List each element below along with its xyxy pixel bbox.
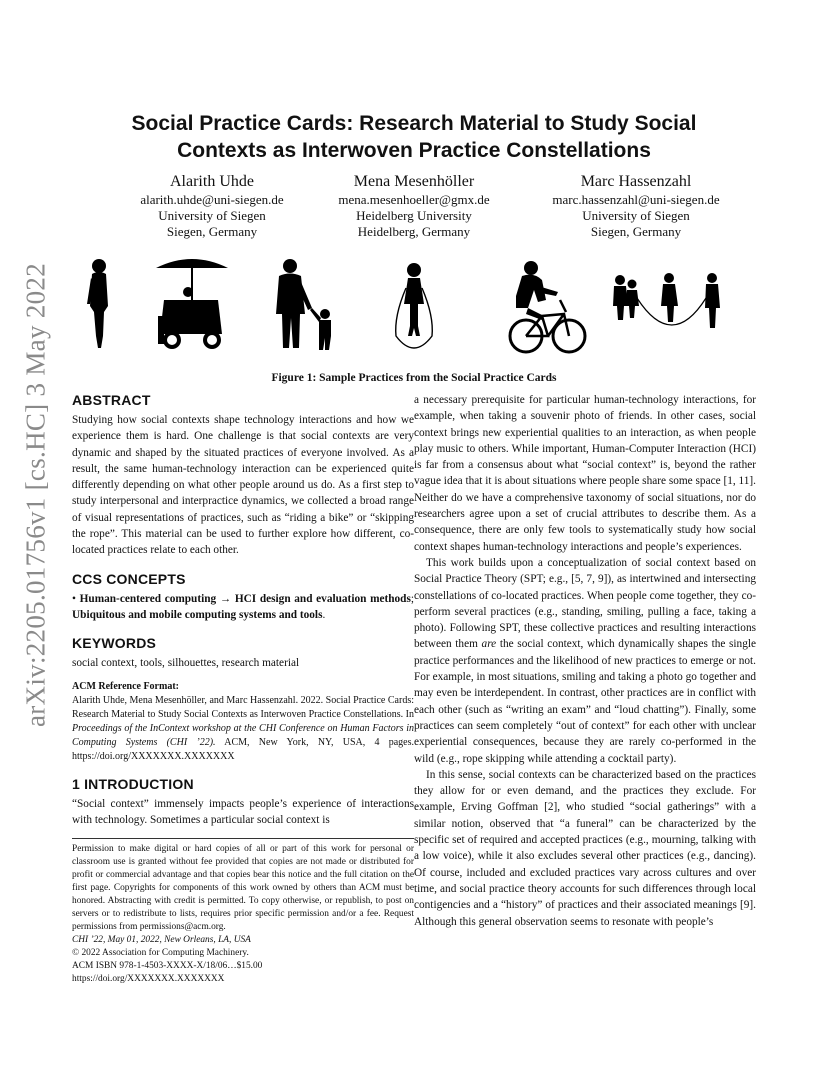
body-paragraph-2: This work builds upon a conceptualization of social context based on Social Practice Theory (SPT; e.g., [5, 7, 9]), as intertwined and intersecting constellations of co-located practices. When people come together, they co-perform several practices (e.g., standing, smiling, pulling a face, taking a photo). Following SPT, these collective practices and resulting interactions between them are the social context, which dynamically shapes the single practice performances and the likelihood of new practices to emerge or not. For example, in most situations, smiling and taking a photo go together and may even be interdependent. In contrast, other practices are in conflict with each other (such as “writing an exam” and “loud chatting”). Finally, some practices can seem completely “out of context” for each other with unclear experiential consequences, because they are rarely co-performed in the wild (e.g., rope skipping while attending a cocktail party). — [414, 556, 757, 765]
body-paragraph-1: a necessary prerequisite for particular human-technology interactions, for example, when taking a souvenir photo of friends. In other cases, social context brings new experiential qualities to an interaction, as when people play music to others. While important, Human-Computer Interaction (HCI) is far from a consensus about what “social context” is, beyond the rather vague idea that it is about situations where people share some space [1, 11]. Neither do we have a comprehensive taxonomy of social situations, nor do researchers agree upon a set of crucial attributes to describe them. As a consequence, there are only few tools to systematically study how social context shapes human-technology interactions and people’s experiences. — [414, 394, 756, 553]
author-email: marc.hassenzahl@uni-siegen.de — [552, 192, 720, 207]
permission-footnote — [72, 838, 414, 986]
abstract-heading: ABSTRACT — [72, 392, 151, 408]
author-3 — [506, 172, 766, 240]
author-name: Alarith Uhde — [170, 173, 254, 190]
ccs-concept-1: Human-centered computing → HCI design and evaluation methods — [79, 592, 411, 605]
author-2 — [284, 172, 544, 240]
author-affiliation: University of Siegen — [158, 208, 266, 223]
title-line-2: Contexts as Interwoven Practice Constellations — [177, 139, 651, 162]
ccs-concept-2: Ubiquitous and mobile computing systems and tools — [72, 608, 323, 621]
author-location: Siegen, Germany — [166, 224, 258, 239]
permission-text: Permission to make digital or hard copies of all or part of this work for personal or classroom use is granted without fee provided that copies are not made or distributed for profit or commercial advantage and that copies bear this notice and the full citation on the first page. Copyrights for components of this work owned by others than ACM must be honored. Abstracting with credit is permitted. To copy otherwise, or republish, to post on servers or to redistribute to lists, requires prior specific permission and/or a fee. Request permissions from permissions@acm.org. — [72, 844, 414, 932]
title-line-1: Social Practice Cards: Research Material to Study Social — [131, 112, 697, 135]
author-name: Mena Mesenhöller — [353, 173, 475, 190]
copyright-line: © 2022 Association for Computing Machinery. — [72, 948, 249, 958]
author-name: Marc Hassenzahl — [580, 173, 692, 190]
author-affiliation: Heidelberg University — [356, 208, 472, 223]
arxiv-stamp: arXiv:2205.01756v1 [cs.HC] 3 May 2022 — [20, 262, 51, 728]
author-affiliation: University of Siegen — [582, 208, 690, 223]
abstract-text: Studying how social contexts shape technology interactions and how we experience them is hard. One challenge is that social contexts are very dynamic and shaped by the situated practices of everyone involved. As a result, the same human-technology interaction can be experienced quite differently depending on what other people around us do. As a first step to study interpersonal and interpractice dynamics, we collected a broad range of visual representations of practices, such as “riding a bike” or “skipping the rope”. This material can be used to further explore how different, co-located practices relate to each other. — [72, 414, 414, 557]
body-paragraph-3: In this sense, social contexts can be characterized based on the practices they allow for or even demand, and the practices they exclude. For example, Erving Goffman [2], who studied “social gatherings” with a similar notion, observed that “a funeral” can be characterized by the specific set of required and accepted practices (e.g., mourning, talking with a low voice), while it also excludes several other practices (e.g., dancing). Of course, included and excluded practices vary across cultures and over time, and social practice theory accounts for such differences through local contigencies and a “history” of practices and their associated meanings [9]. Although this general observation seems to resonate with people’s — [414, 768, 756, 928]
silhouette-cyclist — [510, 261, 585, 352]
ccs-heading: CCS CONCEPTS — [72, 570, 186, 587]
figure-caption: Figure 1: Sample Practices from the Social Practice Cards — [271, 372, 557, 384]
silhouette-children-rope — [613, 273, 720, 328]
author-location: Heidelberg, Germany — [357, 224, 471, 239]
author-email: mena.mesenhoeller@gmx.de — [338, 192, 490, 207]
introduction-text: “Social context” immensely impacts people’s experience of interactions with technology. Sometimes a particular social context is — [72, 797, 414, 826]
right-column — [414, 392, 756, 930]
left-column — [72, 392, 414, 828]
author-location: Siegen, Germany — [590, 224, 682, 239]
author-email: alarith.uhde@uni-siegen.de — [140, 192, 284, 207]
acm-reference-text: Alarith Uhde, Mena Mesenhöller, and Marc Hassenzahl. 2022. Social Practice Cards: Research Material to Study Social Contexts as Interwoven Practice Constellations. In Proceedings of the InContext workshop at the CHI Conference on Human Factors in Computing Systems (CHI ’22). ACM, New York, NY, USA, 4 pages. https://doi.org/XXXXXXX.XXXXXXX — [72, 694, 414, 762]
isbn-line: ACM ISBN 978-1-4503-XXXX-X/18/06…$15.00 — [72, 961, 263, 971]
introduction-heading: 1 INTRODUCTION — [72, 775, 194, 792]
doi-line: https://doi.org/XXXXXXX.XXXXXXX — [72, 974, 225, 984]
keywords-heading: KEYWORDS — [72, 635, 157, 652]
conference-line: CHI ’22, May 01, 2022, New Orleans, LA, USA — [72, 935, 251, 945]
silhouette-father-child — [276, 259, 331, 350]
paper-title — [100, 110, 728, 164]
acm-reference-heading: ACM Reference Format: — [72, 680, 179, 692]
figure-silhouettes — [72, 256, 756, 360]
silhouette-vendor-cart — [156, 259, 228, 349]
ccs-text: • Human-centered computing → HCI design and evaluation methods; Ubiquitous and mobile computing systems and tools. — [72, 592, 415, 621]
silhouette-woman-standing — [87, 259, 108, 348]
keywords-text: social context, tools, silhouettes, research material — [72, 657, 300, 670]
acm-reference — [72, 680, 414, 764]
silhouette-rope-skipper — [396, 263, 433, 348]
